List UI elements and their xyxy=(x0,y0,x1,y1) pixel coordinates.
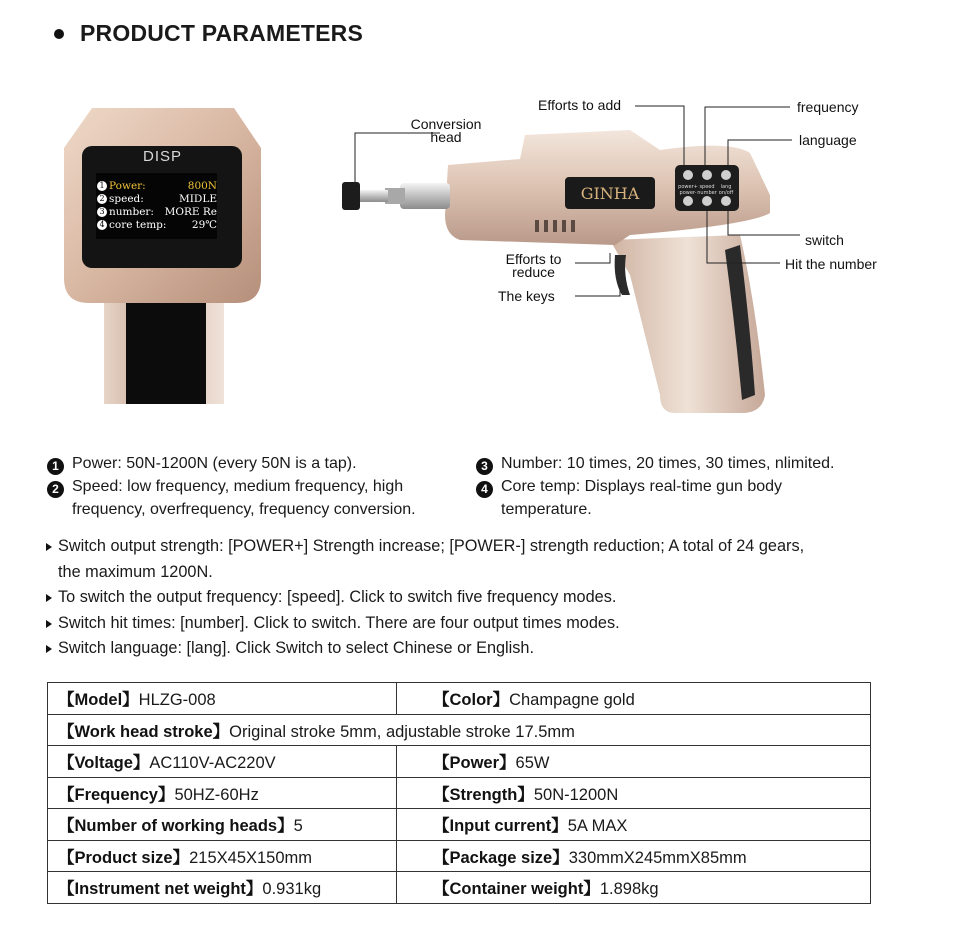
num-1-icon: 1 xyxy=(97,181,107,191)
spec-frequency-label: 【Frequency】 xyxy=(58,785,175,804)
spec-table xyxy=(47,682,871,904)
spec-voltage-value: AC110V-AC220V xyxy=(149,754,276,773)
callout-conversion-head-line1: Conversion xyxy=(410,116,482,132)
spec-package-size-label: 【Package size】 xyxy=(433,848,569,867)
callout-frequency: frequency xyxy=(797,99,859,115)
spec-container-weight-value: 1.898kg xyxy=(599,880,659,899)
spec-product-size-value: 215X45X150mm xyxy=(189,848,313,867)
btn-power-plus-label: power+ xyxy=(678,184,698,190)
instruction-power xyxy=(46,534,926,585)
spec-net-weight-label: 【Instrument net weight】 xyxy=(58,880,263,899)
spec-voltage-label: 【Voltage】 xyxy=(58,754,150,773)
btn-speed-label: speed xyxy=(699,184,715,190)
display-power-label: Power: xyxy=(109,180,146,192)
feature-speed xyxy=(47,475,477,521)
display-number-value: MORE Re xyxy=(164,206,217,218)
feature-core-temp-line2: temperature. xyxy=(501,501,592,518)
spec-current-value: 5A MAX xyxy=(567,817,628,836)
num-4-icon: 4 xyxy=(97,220,107,230)
display-speed-label: speed: xyxy=(109,193,144,205)
table-row xyxy=(48,840,871,872)
callout-switch: switch xyxy=(805,232,844,248)
spec-product-size xyxy=(48,840,397,872)
table-row xyxy=(48,683,871,715)
spec-voltage xyxy=(48,746,397,778)
feature-speed-line2: frequency, overfrequency, frequency conversion. xyxy=(72,501,416,518)
spec-model-label: 【Model】 xyxy=(58,691,139,710)
display-closeup xyxy=(64,108,261,404)
display-speed-value: MIDLE xyxy=(179,193,217,205)
feature-speed-line1: Speed: low frequency, medium frequency, high xyxy=(72,478,404,495)
spec-stroke xyxy=(48,714,871,746)
spec-current xyxy=(397,809,871,841)
table-row xyxy=(48,714,871,746)
spec-heads xyxy=(48,809,397,841)
callout-keys: The keys xyxy=(498,288,555,304)
num-4-icon: 4 xyxy=(476,481,493,498)
instructions-list xyxy=(46,534,926,662)
num-2-icon: 2 xyxy=(47,481,64,498)
btn-power-minus-label: power- xyxy=(679,190,697,196)
display-row-speed xyxy=(97,193,217,206)
num-3-icon: 3 xyxy=(97,207,107,217)
display-temp-label: core temp: xyxy=(109,219,167,231)
spec-stroke-value: Original stroke 5mm, adjustable stroke 17.5mm xyxy=(229,722,575,741)
feature-number-text: Number: 10 times, 20 times, 30 times, nlimited. xyxy=(501,455,835,472)
instruction-power-line2: the maximum 1200N. xyxy=(58,562,213,581)
display-power-value: 800N xyxy=(187,180,217,192)
spec-model xyxy=(48,683,397,715)
feature-number xyxy=(476,452,916,475)
spec-model-value: HLZG-008 xyxy=(138,691,216,710)
spec-net-weight-value: 0.931kg xyxy=(262,880,322,899)
spec-color xyxy=(397,683,871,715)
spec-container-weight xyxy=(397,872,871,904)
table-row xyxy=(48,809,871,841)
num-2-icon: 2 xyxy=(97,194,107,204)
table-row xyxy=(48,746,871,778)
spec-color-label: 【Color】 xyxy=(433,691,510,710)
spec-frequency-value: 50HZ-60Hz xyxy=(174,785,259,804)
btn-onoff-label: on/off xyxy=(718,190,734,196)
instruction-hit-times: Switch hit times: [number]. Click to switch. There are four output times modes. xyxy=(46,611,926,637)
callout-conversion-head-line2: head xyxy=(430,129,462,145)
instruction-language: Switch language: [lang]. Click Switch to select Chinese or English. xyxy=(46,636,926,662)
spec-frequency xyxy=(48,777,397,809)
callout-efforts-reduce-line1: Efforts to xyxy=(505,251,562,267)
spec-power-value: 65W xyxy=(515,754,550,773)
spec-package-size-value: 330mmX245mmX85mm xyxy=(568,848,747,867)
feature-core-temp-line1: Core temp: Displays real-time gun body xyxy=(501,478,783,495)
display-screen xyxy=(97,180,217,232)
spec-package-size xyxy=(397,840,871,872)
spec-power-label: 【Power】 xyxy=(433,754,516,773)
display-label: DISP xyxy=(142,148,182,165)
spec-stroke-label: 【Work head stroke】 xyxy=(58,722,230,741)
page-title xyxy=(54,20,363,47)
btn-lang-label: lang xyxy=(720,184,732,190)
spec-product-size-label: 【Product size】 xyxy=(58,848,190,867)
feature-power-text: Power: 50N-1200N (every 50N is a tap). xyxy=(72,455,357,472)
spec-power xyxy=(397,746,871,778)
gun-brand: GINHA xyxy=(580,184,640,203)
spec-heads-label: 【Number of working heads】 xyxy=(58,817,294,836)
callout-efforts-reduce-line2: reduce xyxy=(512,264,555,280)
display-row-power xyxy=(97,180,217,193)
callout-hit-number: Hit the number xyxy=(785,256,877,272)
spec-container-weight-label: 【Container weight】 xyxy=(433,880,600,899)
callout-language: language xyxy=(799,132,857,148)
bullet-dot xyxy=(54,29,64,39)
spec-current-label: 【Input current】 xyxy=(433,817,568,836)
spec-strength-value: 50N-1200N xyxy=(533,785,619,804)
feature-power xyxy=(47,452,467,475)
display-row-temp xyxy=(97,219,217,232)
display-temp-value: 29℃ xyxy=(191,219,217,231)
display-row-number xyxy=(97,206,217,219)
instruction-frequency: To switch the output frequency: [speed]. Click to switch five frequency modes. xyxy=(46,585,926,611)
page-title-text: PRODUCT PARAMETERS xyxy=(80,20,364,46)
num-1-icon: 1 xyxy=(47,458,64,475)
table-row xyxy=(48,777,871,809)
feature-core-temp xyxy=(476,475,916,521)
instruction-power-line1: Switch output strength: [POWER+] Strength increase; [POWER-] strength reduction; A total of 24 gears, xyxy=(58,537,805,555)
spec-strength xyxy=(397,777,871,809)
spec-strength-label: 【Strength】 xyxy=(433,785,534,804)
btn-number-label: number xyxy=(697,190,717,196)
spec-heads-value: 5 xyxy=(293,817,303,836)
spec-color-value: Champagne gold xyxy=(509,691,635,710)
callout-conversion-head xyxy=(396,118,496,144)
display-number-label: number: xyxy=(109,206,154,218)
table-row xyxy=(48,872,871,904)
callout-efforts-reduce xyxy=(496,253,571,279)
num-3-icon: 3 xyxy=(476,458,493,475)
callout-efforts-add: Efforts to add xyxy=(538,97,622,113)
spec-net-weight xyxy=(48,872,397,904)
